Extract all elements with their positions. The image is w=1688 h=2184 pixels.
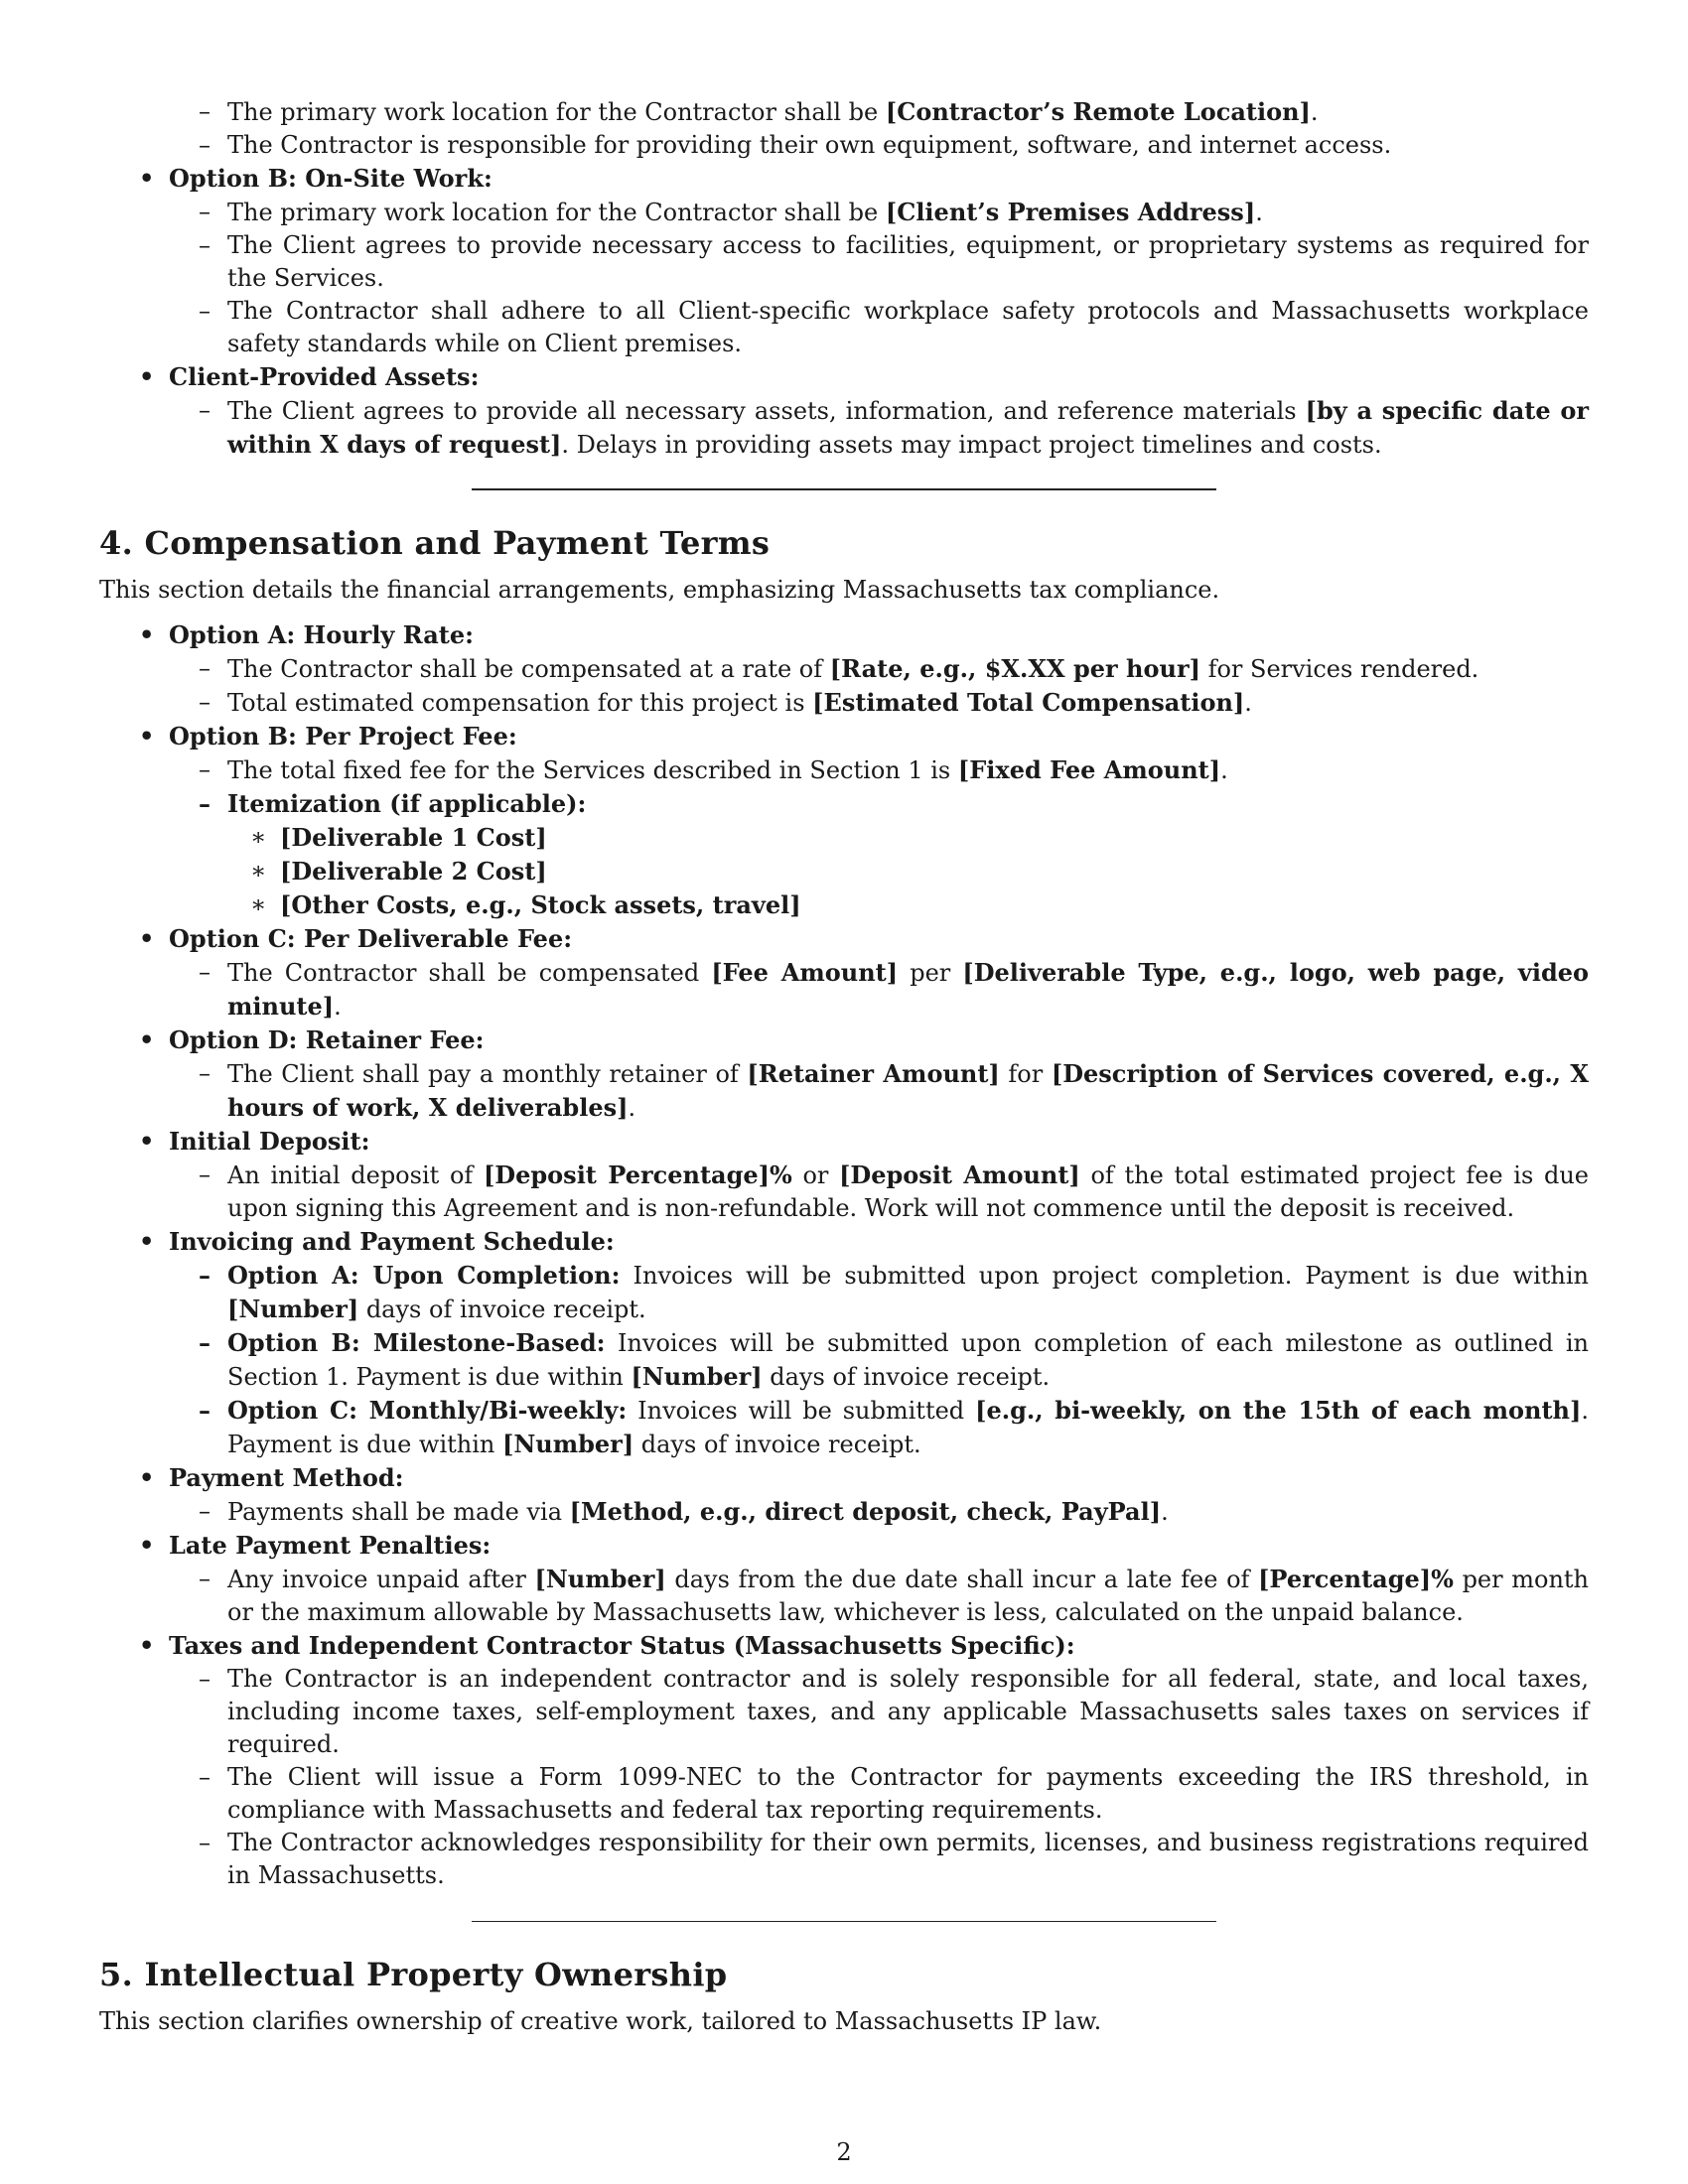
list-item: – The primary work location for the Contractor shall be [Client’s Premises Address]. (199, 198, 1263, 226)
list-item: – The Contractor is an independent contractor and is solely responsible for all federal, state, and local taxes, including income taxes, self-employment taxes, and any applicable Massachusetts sales taxes on services if required. (199, 1665, 1589, 1758)
itemization-heading: – Itemization (if applicable): (199, 789, 587, 818)
list-item: – Option A: Upon Completion: Invoices will be submitted upon project completion. Payment is due within [Number] days of invoice receipt. (199, 1261, 1589, 1323)
list-item: – The Client will issue a Form 1099-NEC to the Contractor for payments exceeding the IRS threshold, in compliance with Massachusetts and federal tax reporting requirements. (199, 1763, 1589, 1824)
list-item: – The Client shall pay a monthly retainer of [Retainer Amount] for [Description of Services covered, e.g., X hours of work, X deliverables]. (199, 1059, 1590, 1122)
client-assets-heading: • Client-Provided Assets: (139, 362, 480, 391)
list-item: – The total fixed fee for the Services described in Section 1 is [Fixed Fee Amount]. (199, 755, 1228, 784)
deliverable-fee-heading: • Option C: Per Deliverable Fee: (139, 924, 573, 953)
invoicing-heading: • Invoicing and Payment Schedule: (139, 1227, 615, 1256)
payment-method-heading: • Payment Method: (139, 1463, 404, 1492)
list-item: – The Contractor is responsible for providing their own equipment, software, and internet access. (199, 131, 1392, 159)
document-page (99, 95, 1589, 2038)
list-item: – The Contractor shall adhere to all Client-specific workplace safety protocols and Massachusetts workplace safety standards while on Client premises. (199, 297, 1589, 357)
list-item: – Payments shall be made via [Method, e.g., direct deposit, check, PayPal]. (199, 1497, 1169, 1526)
list-item: – The Contractor acknowledges responsibility for their own permits, licenses, and business registrations required in Massachusetts. (199, 1829, 1589, 1889)
list-item: ∗ [Deliverable 2 Cost] (250, 857, 547, 886)
remote-work-list (99, 95, 1589, 162)
list-item: – The primary work location for the Contractor shall be [Contractor’s Remote Location]. (199, 97, 1319, 126)
project-fee-heading: • Option B: Per Project Fee: (139, 722, 517, 751)
section-5-title: 5. Intellectual Property Ownership (99, 1956, 728, 1993)
list-item: – Total estimated compensation for this project is [Estimated Total Compensation]. (199, 688, 1252, 717)
section-5-intro: This section clarifies ownership of creative work, tailored to Massachusetts IP law. (99, 2007, 1102, 2035)
list-item: – The Client agrees to provide necessary access to facilities, equipment, or proprietary systems as required for the Services. (199, 231, 1589, 292)
onsite-work-heading: • Option B: On-Site Work: (139, 164, 492, 193)
list-item: – The Client agrees to provide all necessary assets, information, and reference materials [by a specific date or within X days of request]. Delays in providing assets may impact project timelines and costs. (199, 396, 1590, 459)
initial-deposit-heading: • Initial Deposit: (139, 1127, 370, 1156)
section-4-intro: This section details the financial arrangements, emphasizing Massachusetts tax compliance. (99, 576, 1220, 604)
section-4-title: 4. Compensation and Payment Terms (99, 524, 771, 562)
list-item: – An initial deposit of [Deposit Percentage]% or [Deposit Amount] of the total estimated project fee is due upon signing this Agreement and is non-refundable. Work will not commence until the deposit is received. (199, 1160, 1589, 1222)
list-item: – Any invoice unpaid after [Number] days from the due date shall incur a late fee of [Percentage]% per month or the maximum allowable by Massachusetts law, whichever is less, calculated on the unpaid balance. (199, 1565, 1590, 1626)
list-item: – The Contractor shall be compensated at a rate of [Rate, e.g., $X.XX per hour] for Services rendered. (199, 654, 1479, 683)
page-number: 2 (836, 2138, 852, 2166)
list-item: ∗ [Other Costs, e.g., Stock assets, travel] (250, 890, 801, 919)
late-penalties-heading: • Late Payment Penalties: (139, 1531, 492, 1560)
hourly-rate-heading: • Option A: Hourly Rate: (139, 620, 474, 649)
list-item: – Option C: Monthly/Bi-weekly: Invoices will be submitted [e.g., bi-weekly, on the 15th of each month]. Payment is due within [Number] days of invoice receipt. (199, 1396, 1589, 1458)
retainer-fee-heading: • Option D: Retainer Fee: (139, 1025, 485, 1054)
list-item: – Option B: Milestone-Based: Invoices will be submitted upon completion of each milestone as outlined in Section 1. Payment is due within [Number] days of invoice receipt. (199, 1328, 1589, 1391)
taxes-heading: • Taxes and Independent Contractor Status (Massachusetts Specific): (139, 1631, 1075, 1660)
list-item: ∗ [Deliverable 1 Cost] (250, 823, 547, 852)
list-item: – The Contractor shall be compensated [Fee Amount] per [Deliverable Type, e.g., logo, web page, video minute]. (199, 958, 1590, 1021)
